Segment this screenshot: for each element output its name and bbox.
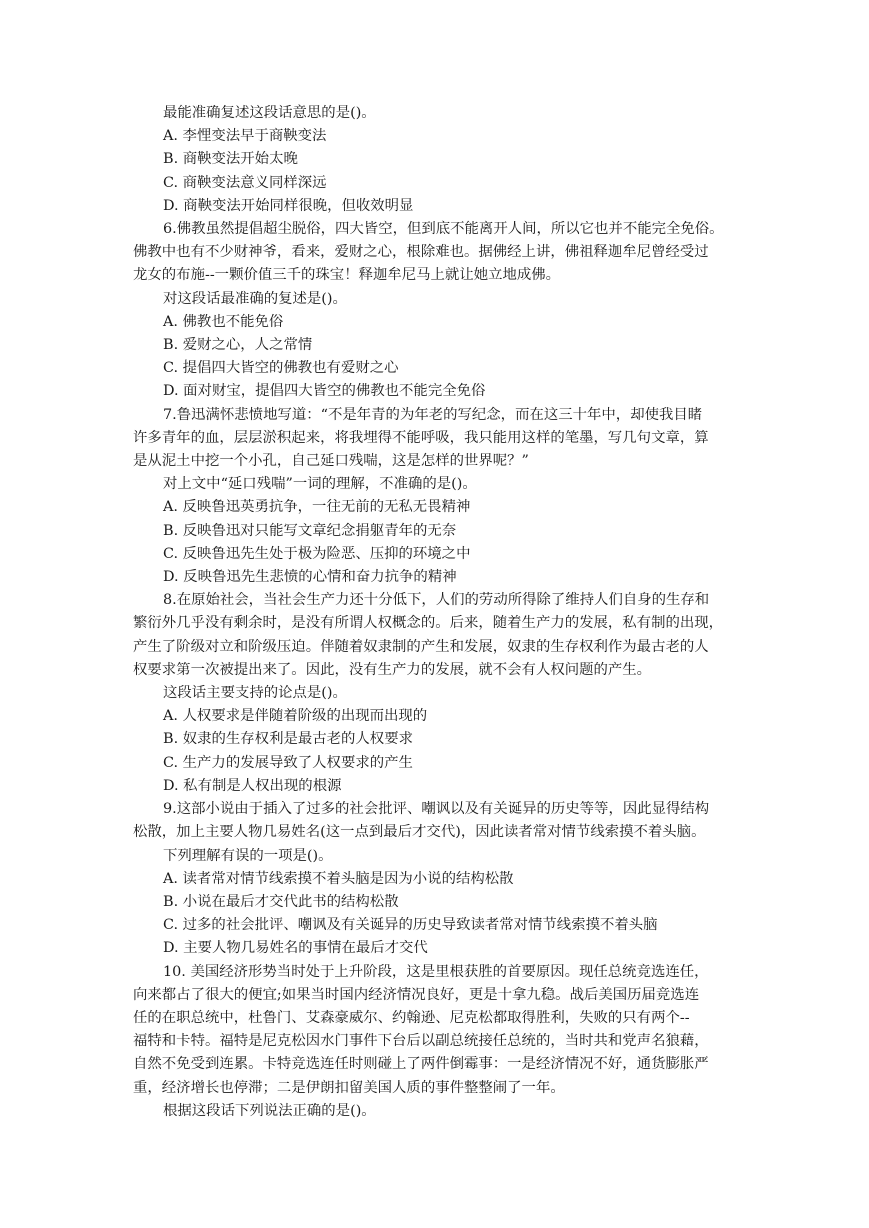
passage-line: 许多青年的血，层层淤积起来，将我埋得不能呼吸，我只能用这样的笔墨，写几句文章，算: [133, 429, 709, 446]
answer-option: B. 奴隶的生存权利是最古老的人权要求: [163, 731, 413, 748]
question-prompt: 这段话主要支持的论点是()。: [163, 685, 347, 702]
question-prompt: 下列理解有误的一项是()。: [163, 847, 333, 864]
passage-line: 繁衍外几乎没有剩余时，是没有所谓人权概念的。后来，随着生产力的发展，私有制的出现，: [133, 615, 724, 632]
passage-line: 自然不免受到连累。卡特竞选连任时则碰上了两件倒霉事：一是经济情况不好，通货膨胀严: [133, 1056, 709, 1073]
passage-line: 向来都占了很大的便宜;如果当时国内经济情况良好，更是十拿九稳。战后美国历届竞选连: [133, 986, 700, 1003]
passage-line: 产生了阶级对立和阶级压迫。伴随着奴隶制的产生和发展，奴隶的生存权利作为最古老的人: [133, 638, 709, 655]
passage-line: 龙女的布施--一颗价值三千的珠宝！释迦牟尼马上就让她立地成佛。: [133, 267, 561, 284]
question-prompt: 对这段话最准确的复述是()。: [163, 290, 347, 307]
question-passage: [133, 589, 745, 682]
answer-option: A. 李悝变法早于商鞅变法: [163, 128, 327, 145]
passage-line: 8.在原始社会，当社会生产力还十分低下，人们的劳动所得除了维持人们自身的生存和: [163, 592, 710, 609]
answer-option: C. 反映鲁迅先生处于极为险恶、压抑的环境之中: [163, 545, 471, 562]
question-passage: [133, 404, 745, 474]
question-passage: [133, 961, 745, 1100]
answer-option: D. 面对财宝，提倡四大皆空的佛教也不能完全免俗: [163, 383, 486, 400]
passage-line: 7.鲁迅满怀悲愤地写道：“不是年青的为年老的写纪念，而在这三十年中，却使我目睹: [163, 406, 703, 423]
passage-line: 佛教中也有不少财神爷，看来，爱财之心，根除难也。据佛经上讲，佛祖释迦牟尼曾经受过: [133, 244, 709, 261]
answer-option: C. 过多的社会批评、嘲讽及有关诞异的历史导致读者常对情节线索摸不着头脑: [163, 917, 658, 934]
passage-line: 任的在职总统中，杜鲁门、艾森豪威尔、约翰逊、尼克松都取得胜利，失败的只有两个--: [133, 1009, 690, 1026]
question-prompt: 根据这段话下列说法正确的是()。: [163, 1102, 376, 1119]
answer-option: D. 主要人物几易姓名的事情在最后才交代: [163, 940, 428, 957]
passage-line: 10. 美国经济形势当时处于上升阶段，这是里根获胜的首要原因。现任总统竞选连任，: [163, 963, 709, 980]
answer-option: D. 反映鲁迅先生悲愤的心情和奋力抗争的精神: [163, 569, 457, 586]
answer-option: B. 反映鲁迅对只能写文章纪念捐躯青年的无奈: [163, 522, 457, 539]
answer-option: B. 小说在最后才交代此书的结构松散: [163, 893, 399, 910]
passage-line: 重，经济增长也停滞；二是伊朗扣留美国人质的事件整整闹了一年。: [133, 1079, 565, 1096]
answer-option: A. 人权要求是伴随着阶级的出现而出现的: [163, 708, 428, 725]
answer-option: D. 私有制是人权出现的根源: [163, 777, 342, 794]
passage-line: 6.佛教虽然提倡超尘脱俗，四大皆空，但到底不能离开人间，所以它也并不能完全免俗。: [163, 221, 724, 238]
answer-option: A. 读者常对情节线索摸不着头脑是因为小说的结构松散: [163, 870, 514, 887]
answer-option: B. 商鞅变法开始太晚: [163, 151, 298, 168]
question-passage: [133, 218, 745, 288]
answer-option: D. 商鞅变法开始同样很晚，但收效明显: [163, 197, 414, 214]
question-passage: [133, 798, 745, 844]
passage-line: 福特和卡特。福特是尼克松因水门事件下台后以副总统接任总统的，当时共和党声名狼藉，: [133, 1033, 709, 1050]
document-page: [133, 102, 745, 1123]
passage-line: 松散，加上主要人物几易姓名(这一点到最后才交代)，因此读者常对情节线索摸不着头脑。: [133, 824, 706, 841]
passage-line: 9.这部小说由于插入了过多的社会批评、嘲讽以及有关诞异的历史等等，因此显得结构: [163, 801, 710, 818]
answer-option: C. 提倡四大皆空的佛教也有爱财之心: [163, 360, 399, 377]
question-prompt: 最能准确复述这段话意思的是()。: [163, 105, 376, 121]
passage-line: 权要求第一次被提出来了。因此，没有生产力的发展，就不会有人权问题的产生。: [133, 661, 652, 678]
answer-option: C. 生产力的发展导致了人权要求的产生: [163, 754, 413, 771]
question-prompt: 对上文中“延口残喘”一词的理解，不准确的是()。: [163, 476, 477, 493]
passage-line: 是从泥土中挖一个小孔，自己延口残喘，这是怎样的世界呢？”: [133, 453, 529, 470]
answer-option: A. 反映鲁迅英勇抗争，一往无前的无私无畏精神: [163, 499, 471, 516]
answer-option: B. 爱财之心，人之常情: [163, 337, 313, 354]
answer-option: A. 佛教也不能免俗: [163, 313, 284, 330]
answer-option: C. 商鞅变法意义同样深远: [163, 174, 327, 191]
